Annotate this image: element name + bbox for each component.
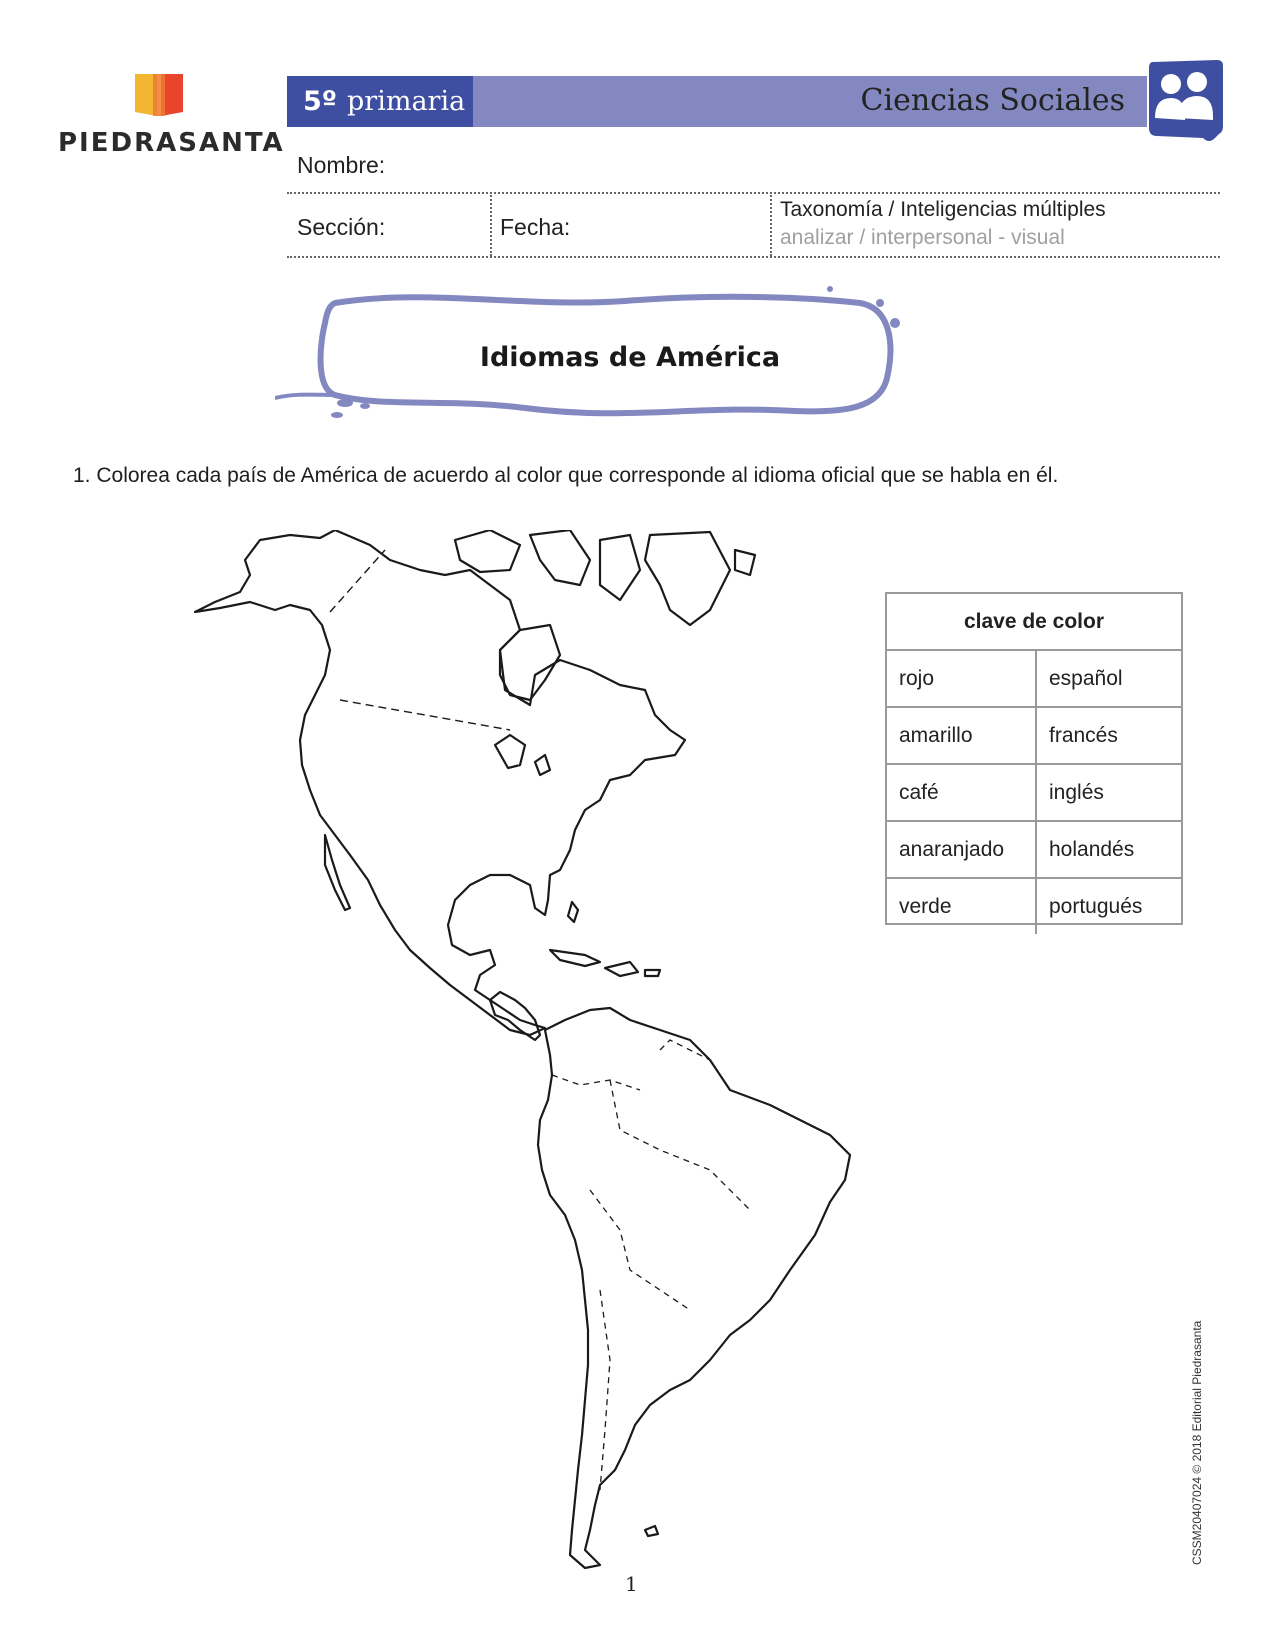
- grade-badge: [287, 76, 473, 127]
- color-key-row: [887, 879, 1181, 934]
- color-key-header: clave de color: [887, 594, 1181, 651]
- name-field-label: Nombre:: [297, 152, 386, 178]
- language-name: holandés: [1035, 822, 1181, 877]
- grade-label: primaria: [347, 86, 466, 117]
- publisher-logo-text: PIEDRASANTA: [58, 128, 285, 158]
- color-name: anaranjado: [899, 838, 1005, 861]
- divider: [490, 192, 492, 256]
- copyright-notice: CSSM20407024 © 2018 Editorial Piedrasanta: [1190, 1320, 1204, 1565]
- color-key-row: [887, 822, 1181, 879]
- language-name: inglés: [1035, 765, 1181, 820]
- page-number: 1: [625, 1572, 638, 1596]
- divider: [287, 256, 1220, 258]
- language-name: portugués: [1035, 879, 1181, 934]
- color-key-row: [887, 651, 1181, 708]
- color-key-row: [887, 708, 1181, 765]
- color-name: amarillo: [899, 724, 973, 747]
- book-logo-icon: [133, 70, 185, 122]
- color-name: rojo: [899, 667, 935, 690]
- divider: [287, 192, 1220, 194]
- taxonomy-values: analizar / interpersonal - visual: [780, 226, 1065, 249]
- people-icon: [1143, 56, 1225, 146]
- language-name: francés: [1035, 708, 1181, 763]
- color-name: café: [899, 781, 939, 804]
- section-field-label: Sección:: [297, 214, 386, 240]
- grade-number: 5º: [303, 86, 338, 117]
- color-key-row: [887, 765, 1181, 822]
- worksheet-title: Idiomas de América: [479, 342, 781, 373]
- instruction-text: 1. Colorea cada país de América de acuerdo al color que corresponde al idioma oficial que se habla en él.: [73, 464, 1059, 487]
- date-field-label: Fecha:: [500, 214, 571, 240]
- taxonomy-title: Taxonomía / Inteligencias múltiples: [780, 198, 1106, 221]
- divider: [770, 192, 772, 256]
- americas-outline-map: [190, 530, 930, 1570]
- color-key-table: [885, 592, 1183, 925]
- color-name: verde: [899, 895, 952, 918]
- subject-title: Ciencias Sociales: [860, 83, 1125, 118]
- language-name: español: [1035, 651, 1181, 706]
